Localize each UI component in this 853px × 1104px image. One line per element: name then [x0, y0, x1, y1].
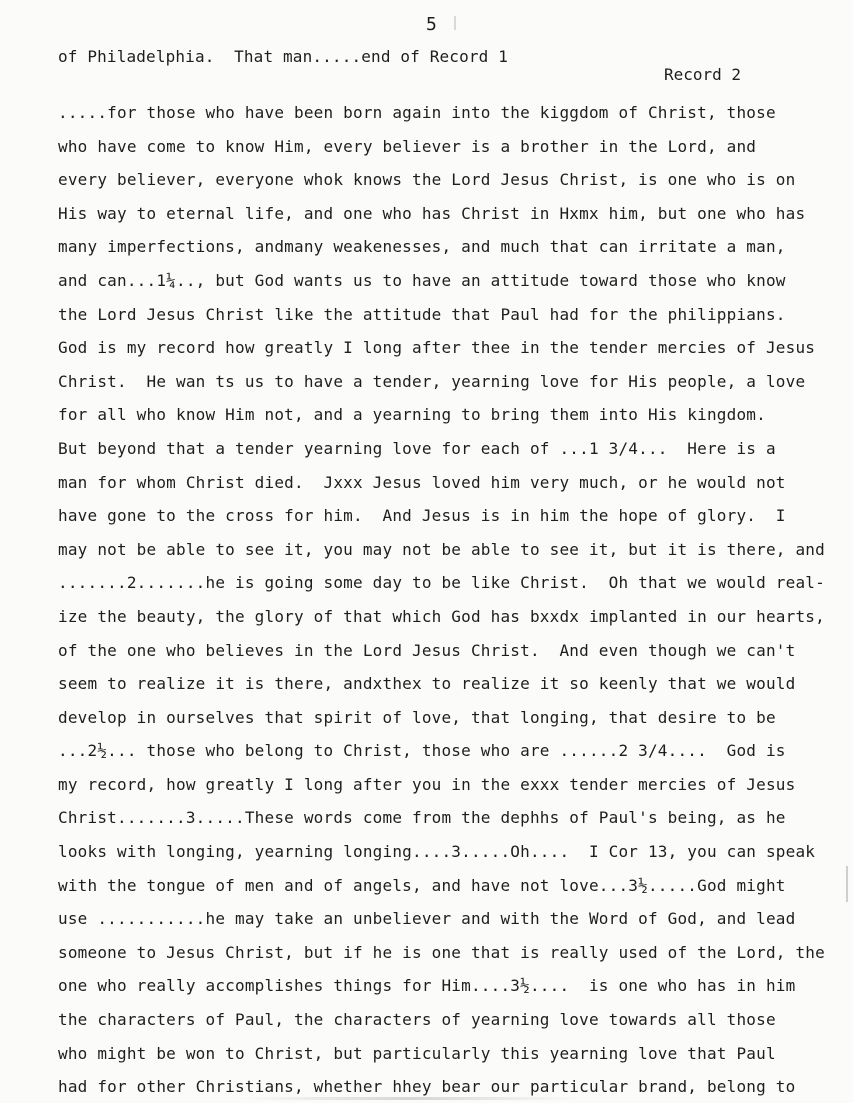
body-text	[58, 96, 848, 1104]
text-line: have gone to the cross for him. And Jesus is in him the hope of glory. I	[58, 506, 786, 526]
text-line: Christ.......3.....These words come from the dephhs of Paul's being, as he	[58, 808, 786, 828]
record-label: Record 2	[664, 65, 742, 84]
bottom-smudge	[240, 1097, 580, 1100]
text-line: every believer, everyone whok knows the Lord Jesus Christ, is one who is on	[58, 170, 796, 190]
text-line: someone to Jesus Christ, but if he is one that is really used of the Lord, the	[58, 942, 825, 962]
text-line: and can...1¼.., but God wants us to have an attitude toward those who know	[58, 270, 786, 290]
text-line: ...2½... those who belong to Christ, those who are ......2 3/4.... God is	[58, 741, 786, 761]
text-line: who might be won to Christ, but particularly this yearning love that Paul	[58, 1043, 776, 1063]
first-line: of Philadelphia. That man.....end of Record 1	[58, 47, 509, 66]
text-line: for all who know Him not, and a yearning to bring them into His kingdom.	[58, 405, 766, 425]
text-line: my record, how greatly I long after you in the exxx tender mercies of Jesus	[58, 774, 796, 794]
text-line: of the one who believes in the Lord Jesus Christ. And even though we can't	[58, 640, 796, 660]
text-line: the characters of Paul, the characters of yearning love towards all those	[58, 1010, 776, 1030]
text-line: man for whom Christ died. Jxxx Jesus loved him very much, or he would not	[58, 472, 786, 492]
text-line: looks with longing, yearning longing....3.....Oh.... I Cor 13, you can speak	[58, 842, 816, 862]
text-line: develop in ourselves that spirit of love, that longing, that desire to be	[58, 707, 776, 727]
text-line: Christ. He wan ts us to have a tender, yearning love for His people, a love	[58, 371, 806, 391]
text-line: with the tongue of men and of angels, and have not love...3½.....God might	[58, 875, 786, 895]
text-line: But beyond that a tender yearning love for each of ...1 3/4... Here is a	[58, 438, 776, 458]
page-mark	[454, 16, 456, 30]
text-line: .......2.......he is going some day to be like Christ. Oh that we would real-	[58, 573, 825, 593]
page-number: 5	[426, 14, 437, 35]
text-line: one who really accomplishes things for Him....3½.... is one who has in him	[58, 976, 796, 996]
margin-mark	[846, 866, 848, 902]
text-line: .....for those who have been born again into the kiggdom of Christ, those	[58, 103, 776, 122]
text-line: the Lord Jesus Christ like the attitude that Paul had for the philippians.	[58, 304, 786, 324]
text-line: God is my record how greatly I long after thee in the tender mercies of Jesus	[58, 338, 816, 358]
text-line: seem to realize it is there, andxthex to realize it so keenly that we would	[58, 674, 796, 694]
text-line: use ...........he may take an unbeliever and with the Word of God, and lead	[58, 909, 796, 929]
text-line: who have come to know Him, every believer is a brother in the Lord, and	[58, 136, 757, 156]
text-line: may not be able to see it, you may not be able to see it, but it is there, and	[58, 539, 825, 559]
text-line: had for other Christians, whether hhey bear our particular brand, belong to	[58, 1077, 796, 1097]
text-line: His way to eternal life, and one who has Christ in Hxmx him, but one who has	[58, 203, 806, 223]
text-line: ize the beauty, the glory of that which God has bxxdx implanted in our hearts,	[58, 606, 825, 626]
text-line: many imperfections, andmany weakenesses, and much that can irritate a man,	[58, 237, 786, 257]
